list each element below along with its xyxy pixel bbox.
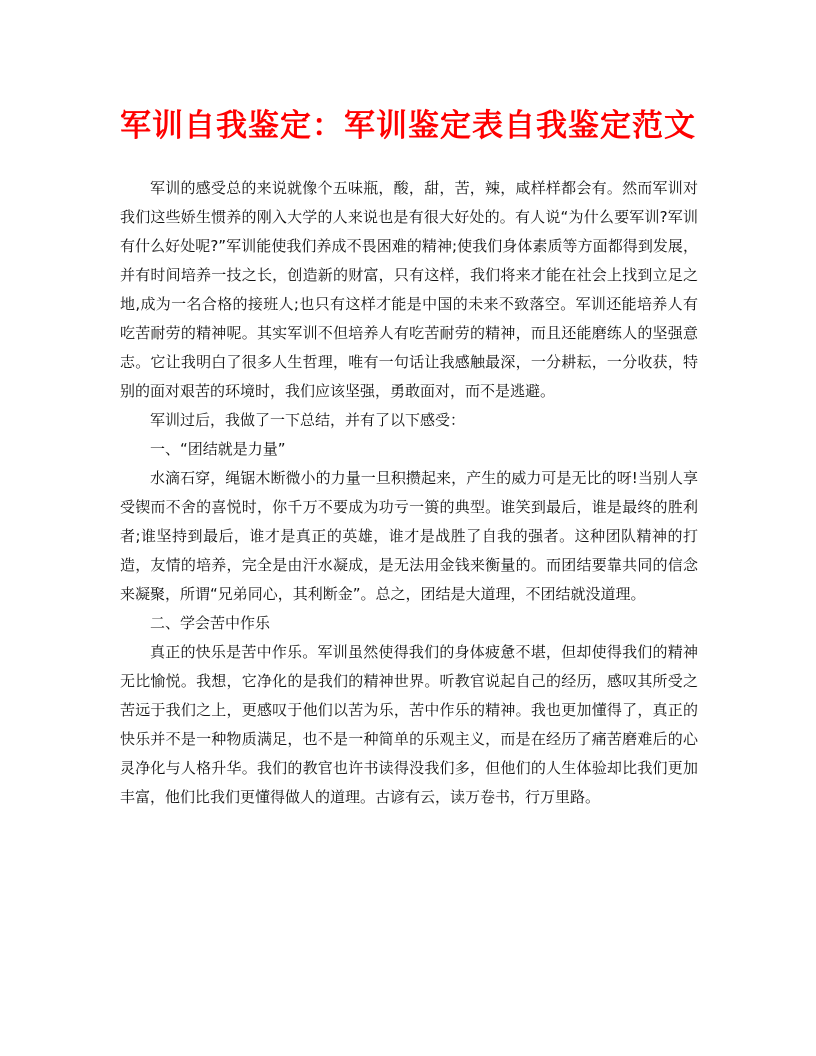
section-heading-unity: 一、“团结就是力量” bbox=[150, 440, 286, 458]
section-heading-joy-in-hardship: 二、学会苦中作乐 bbox=[150, 614, 271, 632]
paragraph-joy-in-hardship: 真正的快乐是苦中作乐。军训虽然使得我们的身体疲惫不堪，但却使得我们的精神无比愉悦。我想，它净化的是我们的精神世界。听教官说起自己的经历，感叹其所受之苦远于我们之上，更感叹于他们以苦为乐，苦中作乐的精神。我也更加懂得了，真正的快乐并不是一种物质满足，也不是一种简单的乐观主义，而是在经历了痛苦磨难后的心灵净化与人格升华。我们的教官也许书读得没我们多，但他们的人生体验却比我们更加丰富，他们比我们更懂得做人的道理。古谚有云，读万卷书，行万里路。 bbox=[120, 643, 698, 806]
paragraph-unity: 水滴石穿，绳锯木断微小的力量一旦积攒起来，产生的威力可是无比的呀!当别人享受锲而不舍的喜悦时，你千万不要成为功亏一篑的典型。谁笑到最后，谁是最终的胜利者;谁坚持到最后，谁才是真正的英雄，谁才是战胜了自我的强者。这种团队精神的打造，友情的培养，完全是由汗水凝成，是无法用金钱来衡量的。而团结要靠共同的信念来凝聚，所谓“兄弟同心，其利断金”。总之，团结是大道理，不团结就没道理。 bbox=[120, 469, 698, 603]
document-title: 军训自我鉴定：军训鉴定表自我鉴定范文 bbox=[120, 108, 696, 144]
paragraph-summary-lead: 军训过后，我做了一下总结，并有了以下感受： bbox=[150, 411, 466, 429]
paragraph-intro: 军训的感受总的来说就像个五味瓶，酸，甜，苦，辣，咸样样都会有。然而军训对我们这些娇生惯养的刚入大学的人来说也是有很大好处的。有人说“为什么要军训?军训有什么好处呢?”军训能使我们养成不畏困难的精神;使我们身体素质等方面都得到发展，并有时间培养一技之长，创造新的财富，只有这样，我们将来才能在社会上找到立足之地,成为一名合格的接班人;也只有这样才能是中国的未来不致落空。军训还能培养人有吃苦耐劳的精神呢。其实军训不但培养人有吃苦耐劳的精神，而且还能磨练人的坚强意志。它让我明白了很多人生哲理，唯有一句话让我感触最深，一分耕耘，一分收获，特别的面对艰苦的环境时，我们应该坚强，勇敢面对，而不是逃避。 bbox=[120, 179, 698, 400]
document-body bbox=[120, 174, 698, 812]
